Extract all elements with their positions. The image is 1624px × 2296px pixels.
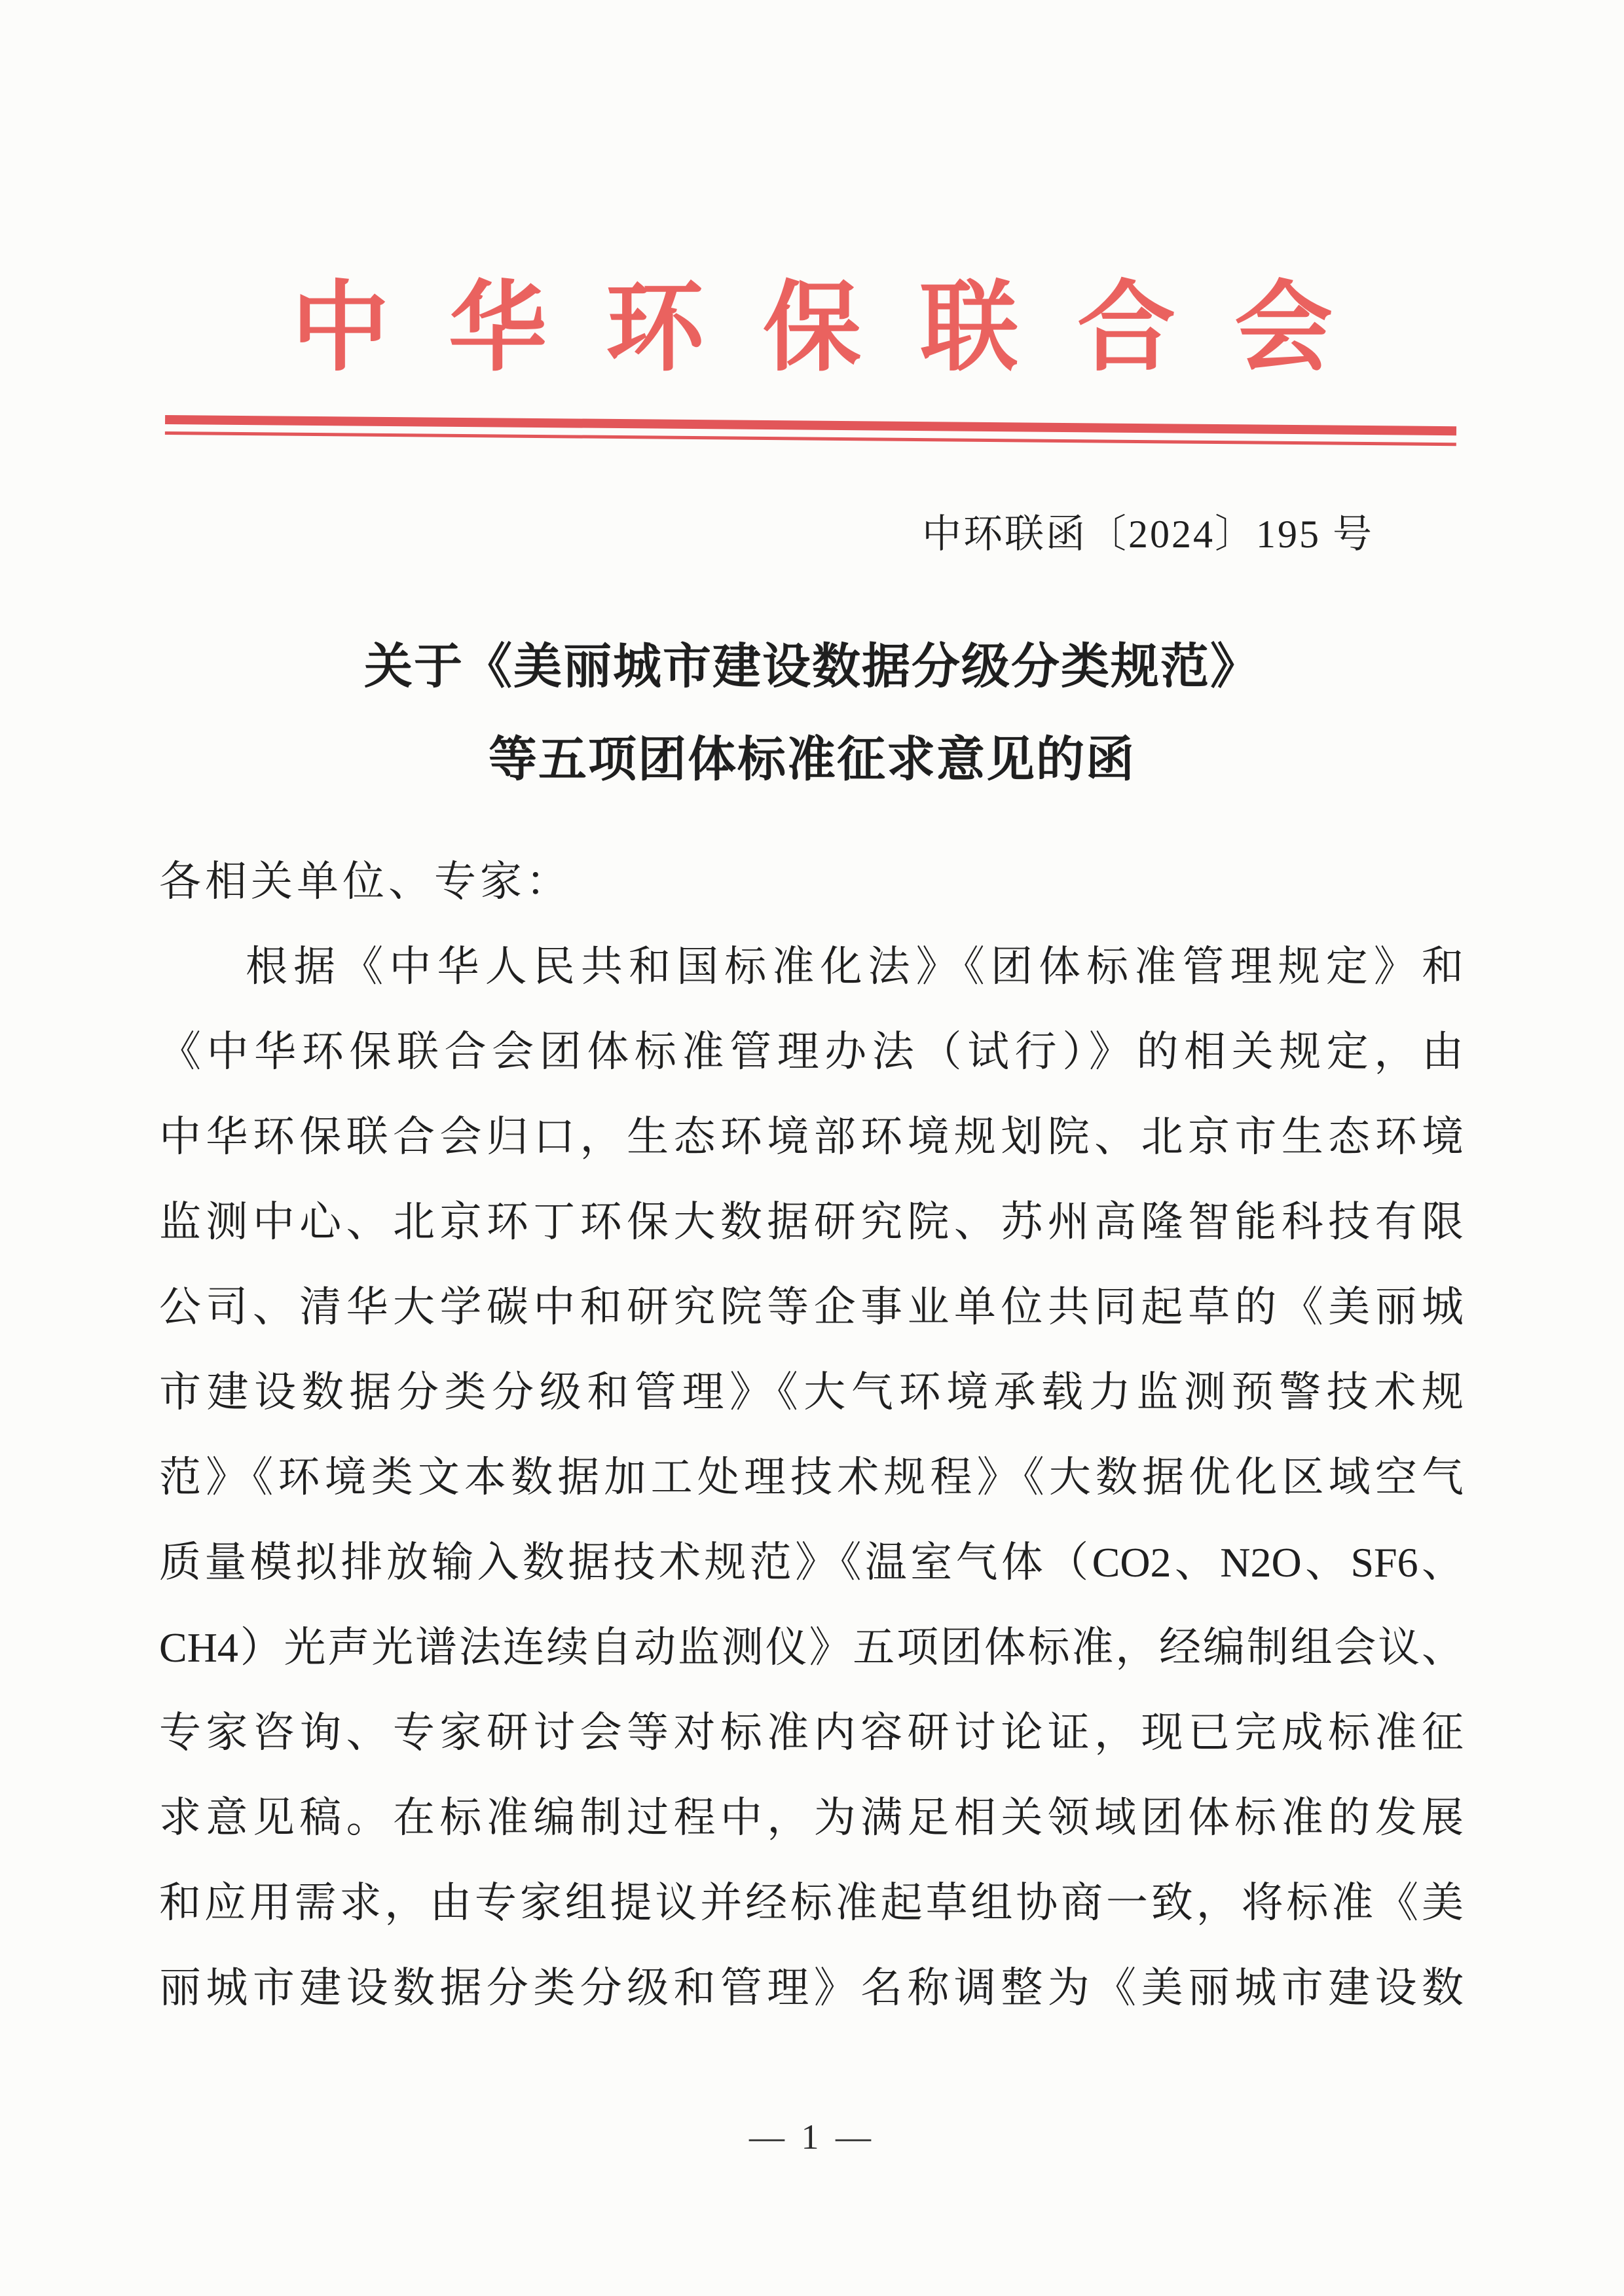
page-number: — 1 — [749,2117,875,2157]
body-line: 质量模拟排放输入数据技术规范》《温室气体（CO2、N2O、SF6、 [159,1539,1464,1586]
body-line: 市建设数据分类分级和管理》《大气环境承载力监测预警技术规 [159,1369,1464,1415]
header-rule-thick [165,415,1456,435]
body-line: 和应用需求，由专家组提议并经标准起草组协商一致，将标准《美 [159,1880,1464,1926]
body-line: 范》《环境类文本数据加工处理技术规程》《大数据优化区域空气 [159,1454,1464,1501]
body-line: 监测中心、北京环丁环保大数据研究院、苏州高隆智能科技有限 [159,1199,1464,1245]
letter-title [0,640,1624,829]
letter-title-line2: 等五项团体标准征求意见的函 [489,733,1135,787]
body-line: 根据《中华人民共和国标准化法》《团体标准管理规定》和 [246,943,1464,990]
body-line: 中华环保联合会归口，生态环境部环境规划院、北京市生态环境 [159,1114,1464,1160]
body-line: 专家咨询、专家研讨会等对标准内容研讨论证，现已完成标准征 [159,1709,1464,1756]
header-rules [165,415,1456,446]
body-line: 《中华环保联合会团体标准管理办法（试行）》的相关规定，由 [159,1029,1464,1075]
body-line: CH4）光声光谱法连续自动监测仪》五项团体标准，经编制组会议、 [159,1624,1464,1671]
salutation: 各相关单位、专家： [159,858,572,905]
body-paragraph [159,839,1464,2031]
doc-number: 中环联函〔2024〕195 号 [922,513,1374,556]
body-line: 丽城市建设数据分类分级和管理》名称调整为《美丽城市建设数 [159,1965,1464,2011]
org-title: 中华环保联合会 [291,274,1392,383]
body-line: 公司、清华大学碳中和研究院等企事业单位共同起草的《美丽城 [159,1284,1464,1330]
body-line: 求意见稿。在标准编制过程中，为满足相关领域团体标准的发展 [159,1795,1464,1841]
letter-title-line1: 关于《美丽城市建设数据分级分类规范》 [364,640,1260,694]
